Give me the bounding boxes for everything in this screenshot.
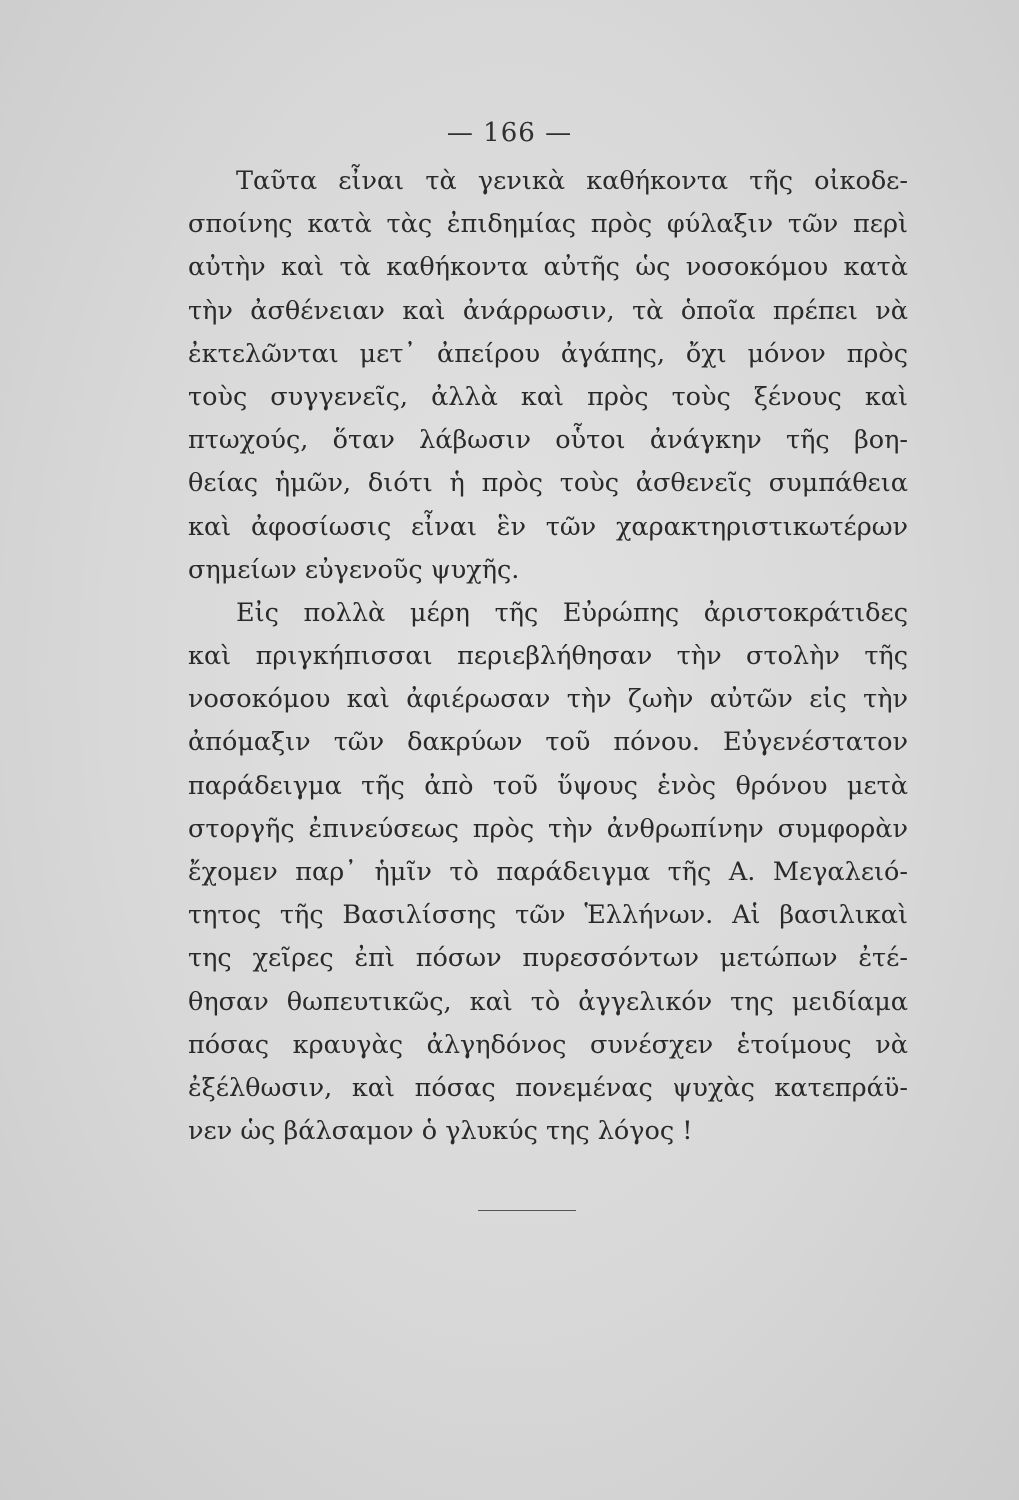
text-line: ἔχομεν παρ᾽ ἡμῖν τὸ παράδειγμα τῆς Α. Μεγαλειό- (188, 857, 908, 887)
text-line: της χεῖρες ἐπὶ πόσων πυρεσσόντων μετώπων ἐτέ- (188, 943, 908, 974)
text-line: νεν ὡς βάλσαμον ὁ γλυκύς της λόγος ! (188, 1116, 693, 1147)
text-line: ἀπόμαξιν τῶν δακρύων τοῦ πόνου. Εὐγενέστατον (188, 727, 908, 758)
text-line: Ταῦτα εἶναι τὰ γενικὰ καθήκοντα τῆς οἰκοδε- (236, 166, 908, 196)
section-divider (478, 1210, 576, 1211)
text-line: σημείων εὐγενοῦς ψυχῆς. (188, 554, 520, 585)
text-line: τοὺς συγγενεῖς, ἀλλὰ καὶ πρὸς τοὺς ξένους καὶ (188, 381, 908, 412)
text-line: αὐτὴν καὶ τὰ καθήκοντα αὐτῆς ὡς νοσοκόμου κατὰ (188, 252, 908, 283)
text-line: ἐκτελῶνται μετ᾽ ἀπείρου ἀγάπης, ὄχι μόνον πρὸς (188, 338, 908, 369)
text-line: παράδειγμα τῆς ἀπὸ τοῦ ὕψους ἑνὸς θρόνου μετὰ (188, 770, 908, 801)
text-line: τὴν ἀσθένειαν καὶ ἀνάρρωσιν, τὰ ὁποῖα πρέπει νὰ (188, 295, 908, 326)
page-number: — 166 — (446, 118, 573, 148)
text-line: Εἰς πολλὰ μέρη τῆς Εὐρώπης ἀριστοκράτιδες (236, 597, 908, 628)
text-line: πόσας κραυγὰς ἀλγηδόνος συνέσχεν ἑτοίμους νὰ (188, 1029, 908, 1060)
text-line: πτωχούς, ὅταν λάβωσιν οὗτοι ἀνάγκην τῆς βοη- (188, 425, 908, 456)
text-line: σποίνης κατὰ τὰς ἐπιδημίας πρὸς φύλαξιν τῶν περὶ (188, 209, 908, 240)
text-line: καὶ πριγκήπισσαι περιεβλήθησαν τὴν στολὴν τῆς (188, 641, 908, 672)
text-line: νοσοκόμου καὶ ἀφιέρωσαν τὴν ζωὴν αὐτῶν εἰς τὴν (188, 684, 908, 715)
text-line: θησαν θωπευτικῶς, καὶ τὸ ἀγγελικόν της μειδίαμα (188, 986, 908, 1017)
text-line: θείας ἡμῶν, διότι ἡ πρὸς τοὺς ἀσθενεῖς συμπάθεια (188, 468, 908, 499)
text-line: τητος τῆς Βασιλίσσης τῶν Ἑλλήνων. Αἱ βασιλικαὶ (188, 900, 908, 931)
text-line: καὶ ἀφοσίωσις εἶναι ἓν τῶν χαρακτηριστικωτέρων (188, 511, 908, 542)
text-line: ἐξέλθωσιν, καὶ πόσας πονεμένας ψυχὰς κατεπράϋ- (188, 1072, 908, 1103)
text-line: στοργῆς ἐπινεύσεως πρὸς τὴν ἀνθρωπίνην συμφορὰν (188, 813, 908, 844)
body-text (188, 160, 908, 1153)
